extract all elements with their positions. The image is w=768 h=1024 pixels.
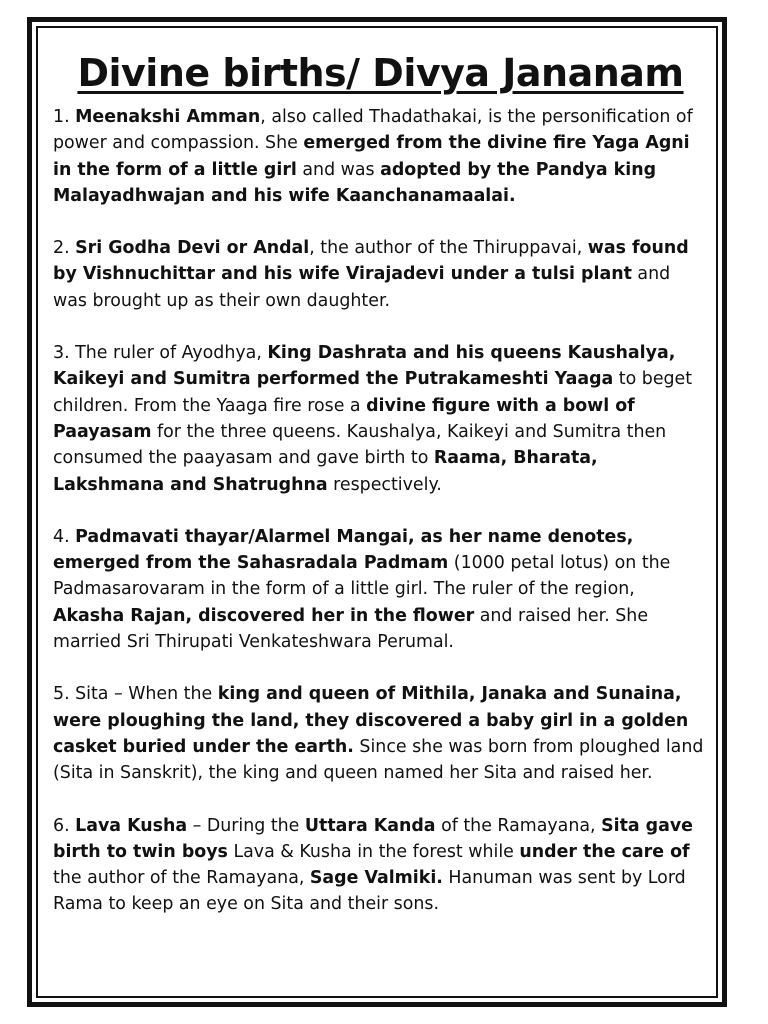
- body-text: , also called Thadathakai, is the personification of power and compassion. She: [53, 107, 693, 154]
- body-text: respectively.: [327, 474, 442, 495]
- bold-text: Sri Godha Devi or Andal: [75, 238, 310, 259]
- body-text: and was: [296, 159, 381, 180]
- body-text: of the Ramayana,: [435, 815, 602, 836]
- bold-text: was found by Vishnuchittar and his wife Virajadevi under a tulsi plant: [53, 238, 689, 285]
- body-text: 5. Sita – When the: [53, 684, 218, 705]
- body-text: 3. The ruler of Ayodhya,: [53, 343, 268, 364]
- bold-text: Meenakshi Amman: [75, 107, 261, 127]
- body-text: , the author of the Thiruppavai,: [309, 238, 588, 259]
- list-item: [53, 235, 708, 314]
- bold-text: King Dashrata and his queens Kaushalya, Kaikeyi and Sumitra performed the Putrakameshti Yaaga: [53, 343, 676, 390]
- body-text: (1000 petal lotus) on the Padmasarovaram in the form of a little girl. The ruler of the region,: [53, 553, 671, 600]
- bold-text: king and queen of Mithila, Janaka and Sunaina, were ploughing the land, they discovered a baby girl in a golden casket buried under the earth.: [53, 684, 689, 757]
- body-text: 1.: [53, 107, 76, 127]
- body-text: 2.: [53, 238, 76, 259]
- bold-text: Uttara Kanda: [304, 815, 436, 836]
- bold-text: Lava Kusha: [75, 815, 188, 836]
- list-item: [53, 813, 708, 918]
- body-text: and raised her. She married Sri Thirupati Venkateshwara Perumal.: [53, 605, 649, 653]
- bold-text: Akasha Rajan, discovered her in the flower: [53, 605, 475, 626]
- page-title: Divine births/ Divya Jananam: [77, 51, 684, 95]
- body-text: – During the: [187, 815, 305, 836]
- body-text: 4.: [53, 526, 76, 547]
- bold-text: under the care of: [519, 841, 690, 862]
- body-text: for the three queens. Kaushalya, Kaikeyi and Sumitra then consumed the paayasam and gave birth to: [53, 421, 667, 469]
- body-text: Since she was born from ploughed land (Sita in Sanskrit), the king and queen named her Sita and raised her.: [53, 736, 704, 784]
- body-text: Lava & Kusha in the forest while: [227, 841, 520, 862]
- bold-text: Sita gave birth to twin boys: [53, 815, 693, 862]
- document-body: [53, 48, 708, 944]
- list-item: [53, 340, 708, 498]
- body-text: the author of the Ramayana,: [53, 868, 310, 889]
- body-text: to beget children. From the Yaaga fire rose a: [53, 369, 693, 416]
- bold-text: Padmavati thayar/Alarmel Mangai, as her name denotes, emerged from the Sahasradala Padmam: [53, 526, 634, 574]
- bold-text: Sage Valmiki.: [309, 868, 443, 889]
- bold-text: adopted by the Pandya king Malayadhwajan and his wife Kaanchanamaalai.: [53, 159, 657, 206]
- bold-text: divine figure with a bowl of Paayasam: [53, 395, 635, 442]
- bold-text: Raama, Bharata, Lakshmana and Shatrughna: [53, 448, 598, 495]
- list-item: [53, 524, 708, 655]
- body-text: and was brought up as their own daughter.: [53, 264, 671, 311]
- body-text: 6.: [53, 815, 76, 836]
- birth-list: [53, 104, 708, 918]
- list-item: [53, 104, 708, 209]
- bold-text: emerged from the divine fire Yaga Agni in the form of a little girl: [53, 133, 690, 180]
- list-item: [53, 681, 708, 786]
- body-text: Hanuman was sent by Lord Rama to keep an eye on Sita and their sons.: [53, 868, 686, 915]
